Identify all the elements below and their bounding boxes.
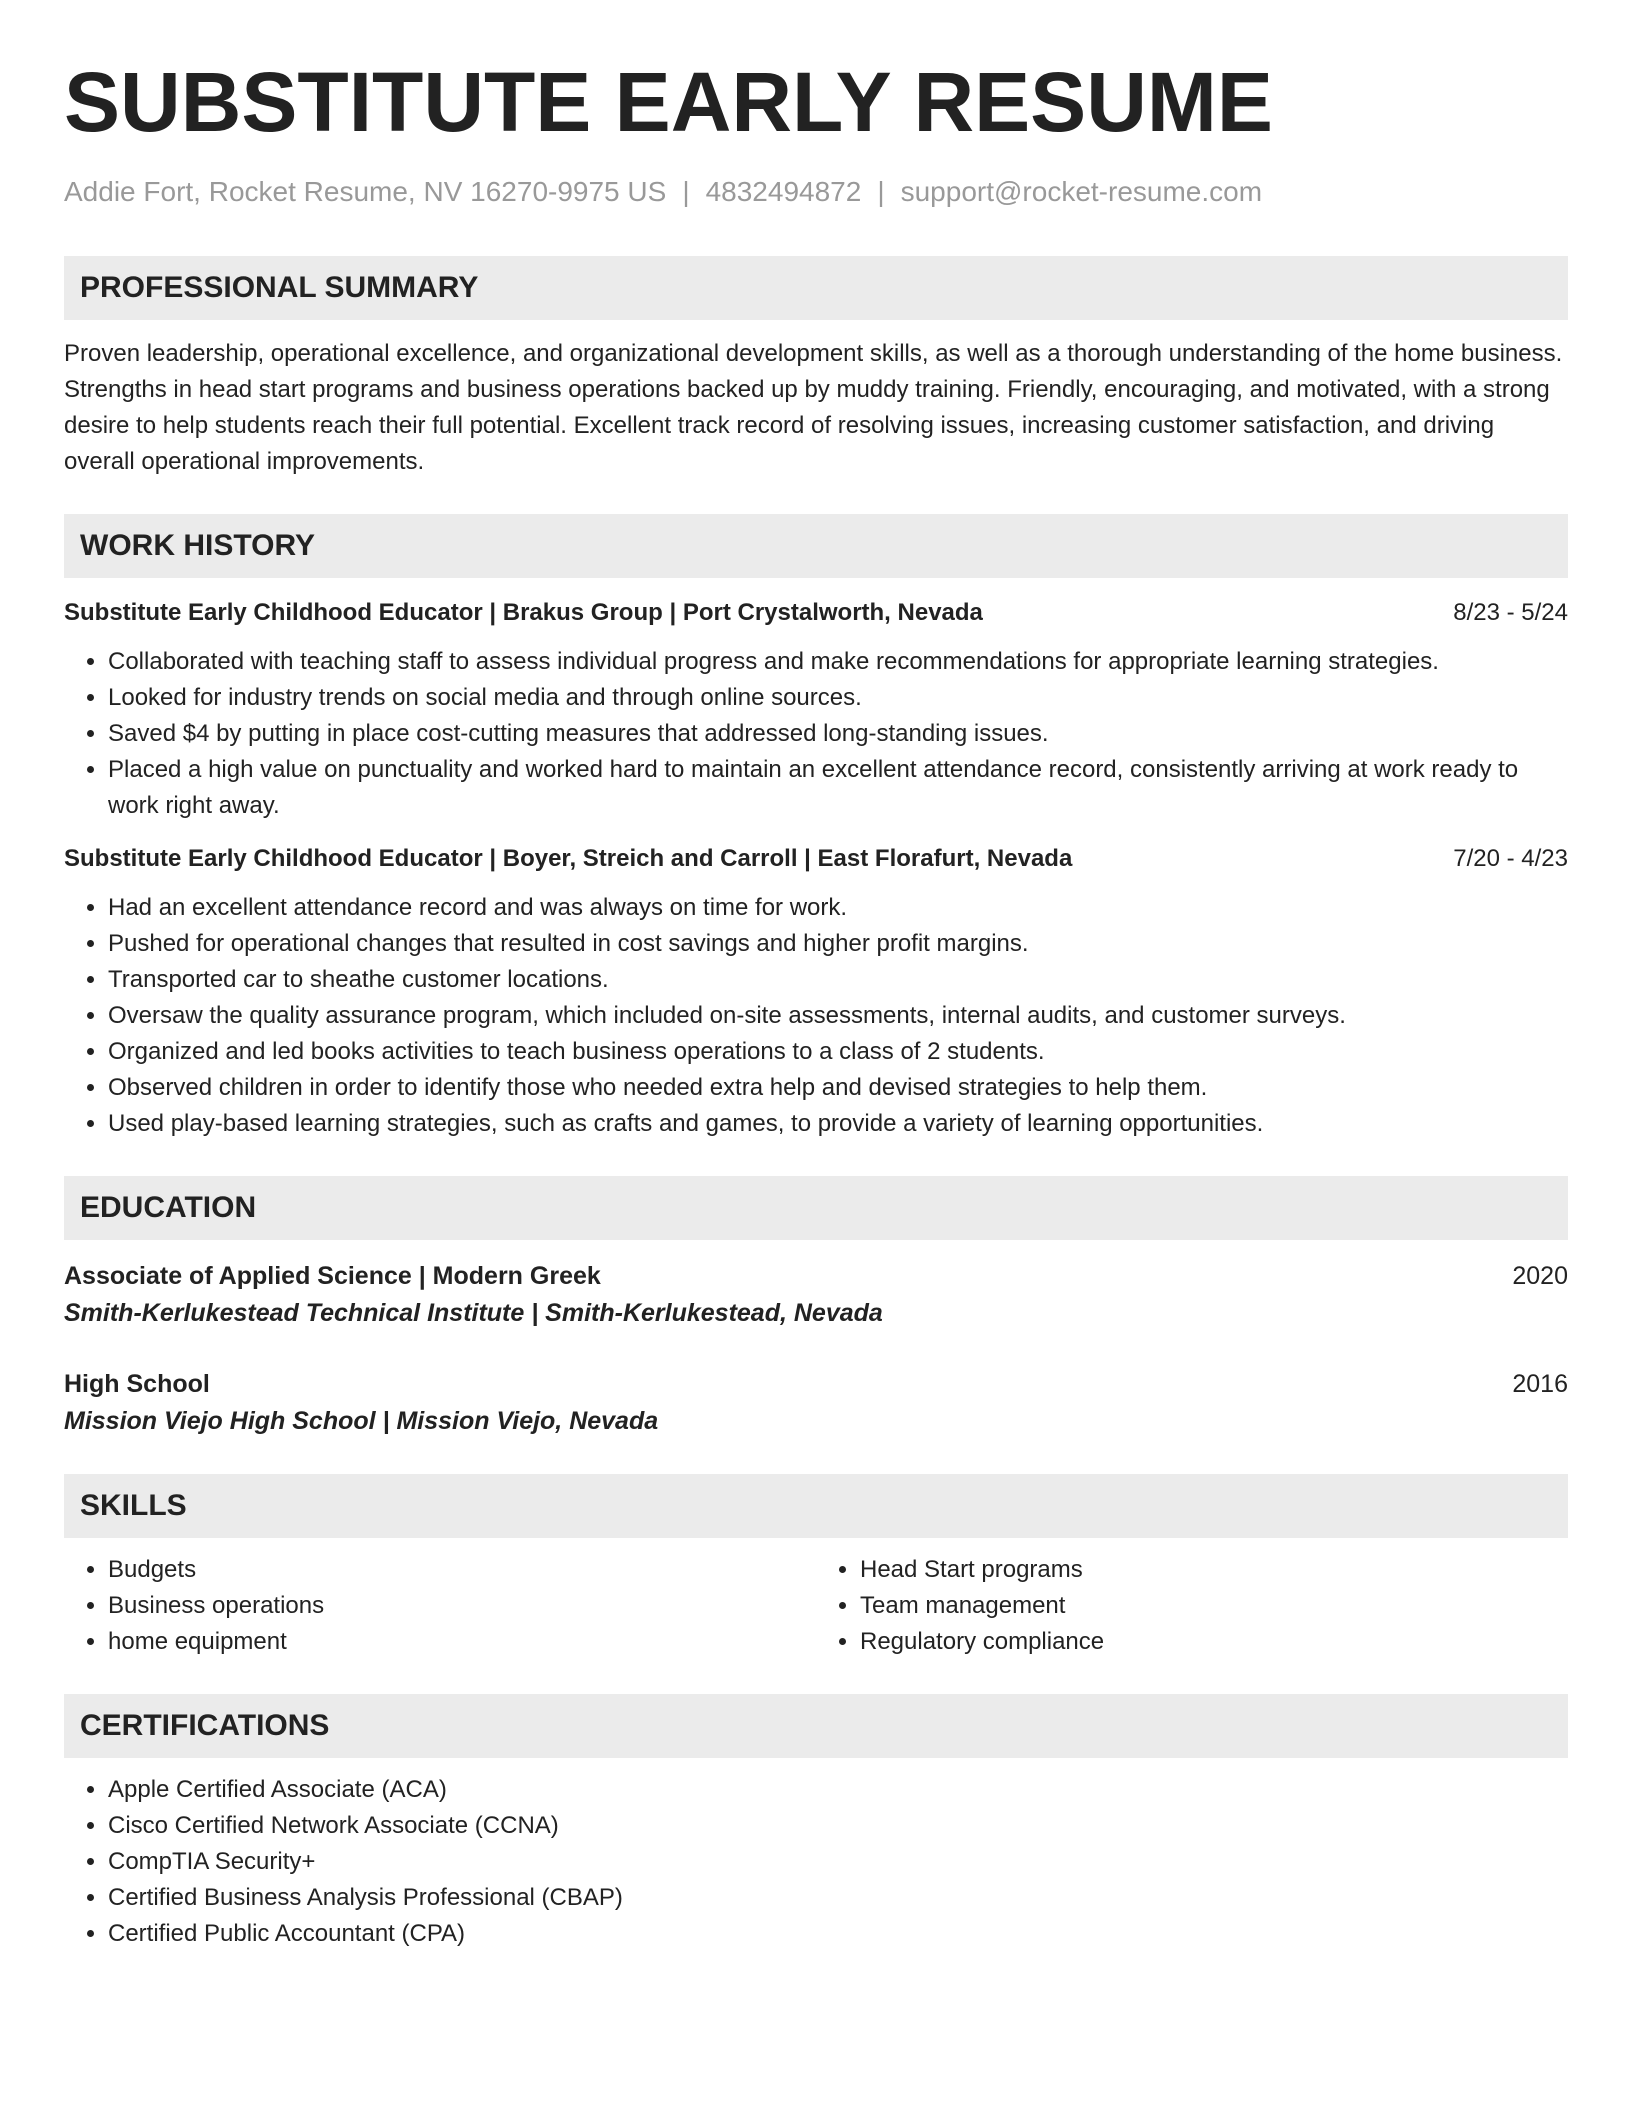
list-item: • Oversaw the quality assurance program, which included on-site assessments, internal audits, and customer surveys. bbox=[108, 998, 1568, 1034]
job-bullets bbox=[64, 890, 1568, 1142]
list-item: • Observed children in order to identify those who needed extra help and devised strategies to help them. bbox=[108, 1070, 1568, 1106]
list-item: • Organized and led books activities to teach business operations to a class of 2 students. bbox=[108, 1034, 1568, 1070]
job-entry bbox=[64, 842, 1568, 1142]
list-item: • Transported car to sheathe customer locations. bbox=[108, 962, 1568, 998]
job-dates: 7/20 - 4/23 bbox=[1453, 845, 1568, 872]
resume-title: SUBSTITUTE EARLY RESUME bbox=[64, 55, 1273, 149]
job-header bbox=[64, 596, 1568, 630]
summary-text: Proven leadership, operational excellence, and organizational development skills, as well as a thorough understanding of the home business. Strengths in head start programs and business operations backed up by muddy training. Friendly, encouraging, and motivated, with a strong desire to help students reach their full potential. Excellent track record of resolving issues, increasing customer satisfaction, and driving overall operational improvements. bbox=[64, 340, 1563, 475]
list-item: • Regulatory compliance bbox=[860, 1624, 1568, 1660]
skills-columns bbox=[64, 1552, 1568, 1660]
contact-phone: 4832494872 bbox=[705, 176, 862, 207]
job-dates: 8/23 - 5/24 bbox=[1453, 599, 1568, 626]
education-entry bbox=[64, 1366, 1568, 1440]
skills-right-list bbox=[816, 1552, 1568, 1660]
education-year: 2020 bbox=[1512, 1262, 1568, 1290]
education-school: Smith-Kerlukestead Technical Institute | Smith-Kerlukestead, Nevada bbox=[64, 1299, 883, 1327]
education-header bbox=[64, 1366, 1568, 1402]
contact-address: Addie Fort, Rocket Resume, NV 16270-9975 US bbox=[64, 176, 667, 207]
section-heading-summary: PROFESSIONAL SUMMARY bbox=[64, 256, 1568, 320]
education-degree: High School bbox=[64, 1370, 210, 1398]
list-item: • Business operations bbox=[108, 1588, 816, 1624]
section-heading-certifications: CERTIFICATIONS bbox=[64, 1694, 1568, 1758]
job-entry bbox=[64, 596, 1568, 824]
list-item: • home equipment bbox=[108, 1624, 816, 1660]
list-item: • Had an excellent attendance record and was always on time for work. bbox=[108, 890, 1568, 926]
list-item: • Saved $4 by putting in place cost-cutting measures that addressed long-standing issues. bbox=[108, 716, 1568, 752]
job-title: Substitute Early Childhood Educator | Boyer, Streich and Carroll | East Florafurt, Nevada bbox=[64, 845, 1073, 872]
job-bullets bbox=[64, 644, 1568, 824]
list-item: • Certified Public Accountant (CPA) bbox=[108, 1916, 1568, 1952]
education-year: 2016 bbox=[1512, 1370, 1568, 1398]
job-header bbox=[64, 842, 1568, 876]
list-item: • Budgets bbox=[108, 1552, 816, 1588]
list-item: • Cisco Certified Network Associate (CCNA) bbox=[108, 1808, 1568, 1844]
contact-line bbox=[64, 174, 1568, 210]
list-item: • Used play-based learning strategies, such as crafts and games, to provide a variety of learning opportunities. bbox=[108, 1106, 1568, 1142]
certifications-list bbox=[64, 1772, 1568, 1952]
education-degree: Associate of Applied Science | Modern Greek bbox=[64, 1262, 601, 1290]
contact-separator: | bbox=[682, 176, 690, 207]
skills-left-list bbox=[64, 1552, 816, 1660]
list-item: • CompTIA Security+ bbox=[108, 1844, 1568, 1880]
list-item: • Pushed for operational changes that resulted in cost savings and higher profit margins. bbox=[108, 926, 1568, 962]
education-header bbox=[64, 1258, 1568, 1294]
education-school: Mission Viejo High School | Mission Viejo, Nevada bbox=[64, 1407, 659, 1435]
contact-email: support@rocket-resume.com bbox=[900, 176, 1263, 207]
list-item: • Collaborated with teaching staff to assess individual progress and make recommendations for appropriate learning strategies. bbox=[108, 644, 1568, 680]
contact-separator: | bbox=[877, 176, 885, 207]
job-title: Substitute Early Childhood Educator | Brakus Group | Port Crystalworth, Nevada bbox=[64, 599, 983, 626]
list-item: • Placed a high value on punctuality and worked hard to maintain an excellent attendance record, consistently arriving at work ready to work right away. bbox=[108, 752, 1568, 824]
section-heading-skills: SKILLS bbox=[64, 1474, 1568, 1538]
education-entry bbox=[64, 1258, 1568, 1332]
section-heading-work: WORK HISTORY bbox=[64, 514, 1568, 578]
list-item: • Apple Certified Associate (ACA) bbox=[108, 1772, 1568, 1808]
section-heading-education: EDUCATION bbox=[64, 1176, 1568, 1240]
list-item: • Team management bbox=[860, 1588, 1568, 1624]
list-item: • Looked for industry trends on social media and through online sources. bbox=[108, 680, 1568, 716]
list-item: • Certified Business Analysis Professional (CBAP) bbox=[108, 1880, 1568, 1916]
list-item: • Head Start programs bbox=[860, 1552, 1568, 1588]
